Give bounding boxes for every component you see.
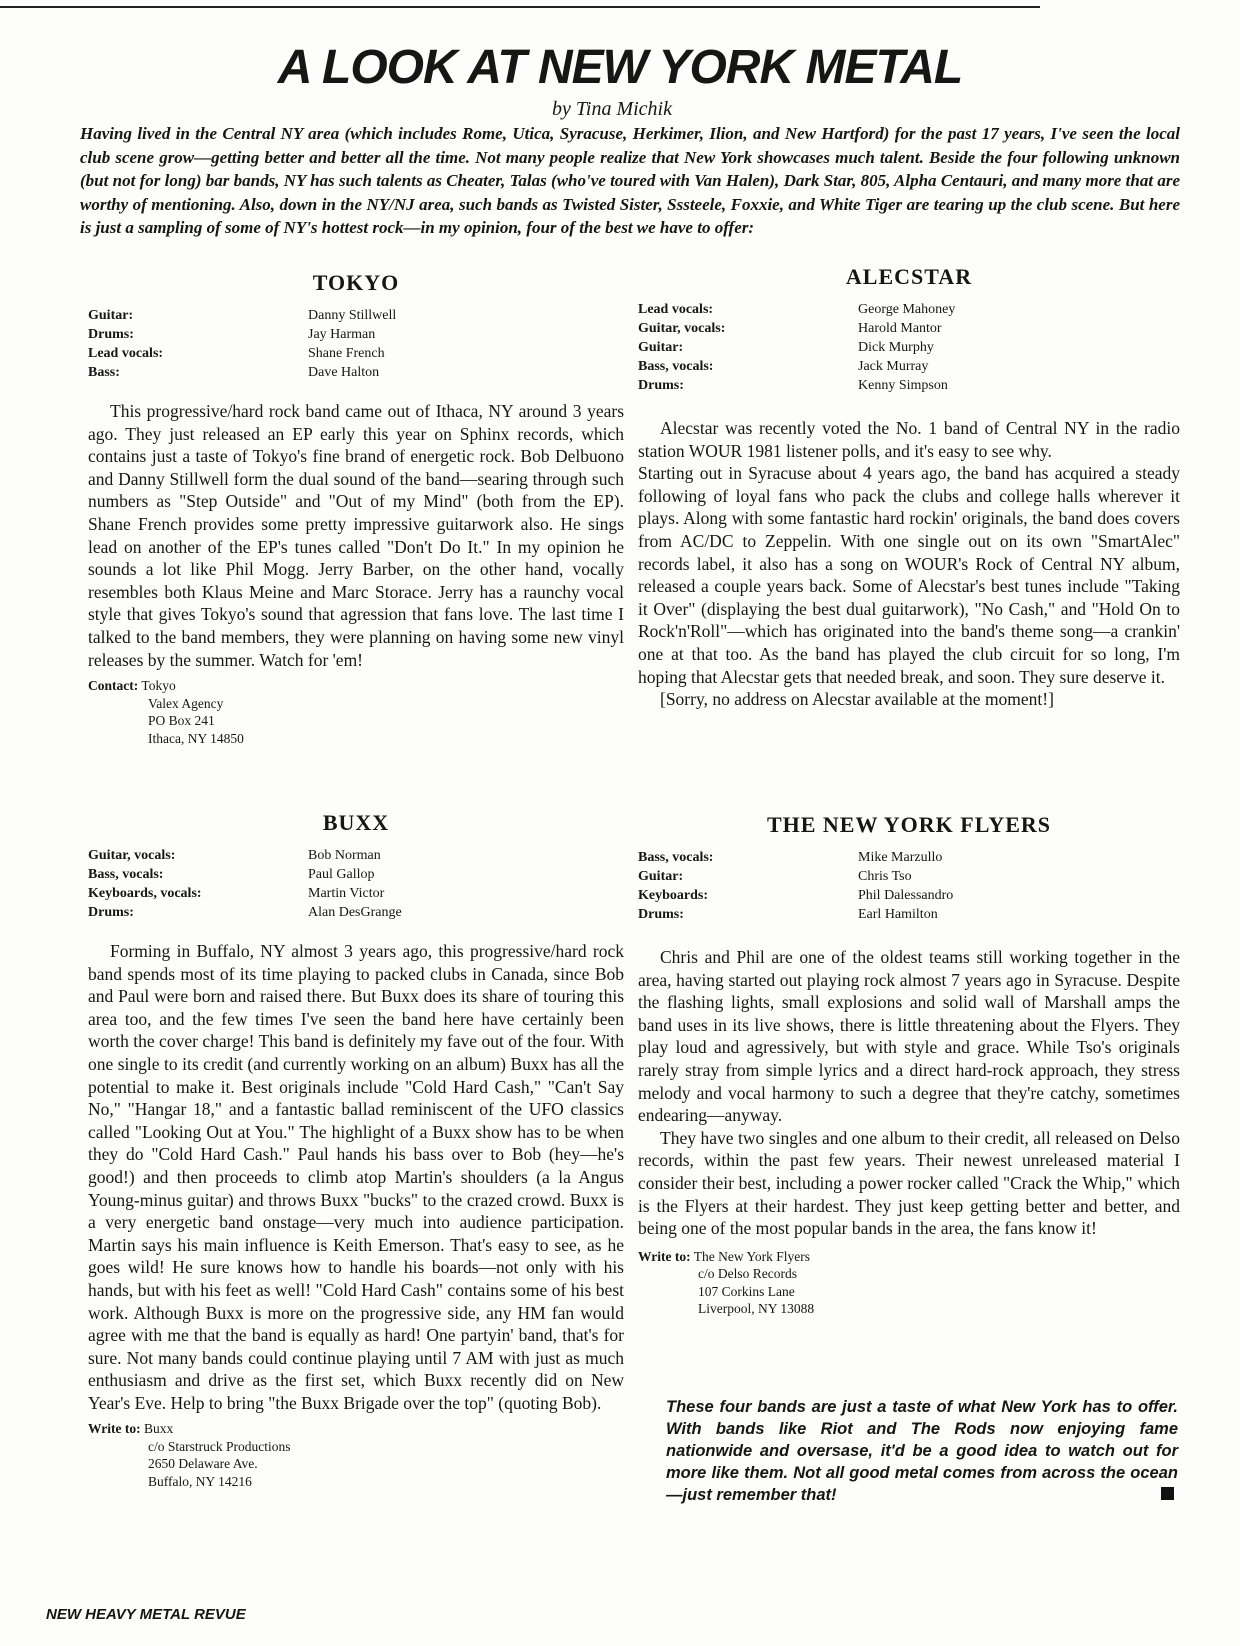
top-rule xyxy=(0,6,1040,8)
lineup-member: Earl Hamilton xyxy=(858,907,938,922)
band-heading-flyers: THE NEW YORK FLYERS xyxy=(766,812,1052,837)
band-heading-tokyo: TOKYO xyxy=(312,270,400,295)
lineup-member: Mike Marzullo xyxy=(858,850,943,865)
byline: by Tina Michik xyxy=(552,98,672,120)
lineup-role: Lead vocals: xyxy=(88,346,164,361)
lineup-member: Alan DesGrange xyxy=(308,905,402,920)
contact-label: Write to: xyxy=(88,1421,141,1437)
contact-line: Tokyo xyxy=(141,678,176,694)
lineup-role: Bass: xyxy=(88,365,120,380)
article-paragraph: Chris and Phil are one of the oldest teams still working together in the area, having started out playing rock almost 7 years ago in Syracuse. Despite the flashing lights, small explosions and solid wall of Marshall amps the band uses in its live shows, there is little threatening about the Flyers. They play loud and agressively, but with style and grace. While Tso's originals rarely stray from simple lyrics and a direct hard-rock approach, they stress melody and vocal harmony to such a degree that they're catchy, sometimes endearing—anyway. xyxy=(638,947,1180,1126)
article-paragraph: Alecstar was recently voted the No. 1 band of Central NY in the radio station WOUR 1981 listener polls, and it's easy to see why. xyxy=(638,418,1180,461)
lineup-role: Guitar: xyxy=(88,308,134,323)
lineup-member: Jack Murray xyxy=(858,359,929,374)
lineup-member: Harold Mantor xyxy=(858,321,942,336)
lineup-member: Jay Harman xyxy=(308,327,376,342)
lineup-member: Danny Stillwell xyxy=(308,308,397,323)
lineup-role: Guitar, vocals: xyxy=(88,848,176,863)
contact-line: Ithaca, NY 14850 xyxy=(148,730,244,746)
article-paragraph: They have two singles and one album to their credit, all released on Delso records, within the past few years. Their newest unreleased material I consider their best, including a power rocker called "Crack the Whip," which is the Flyers at their hardest. They just keep getting better and better, and being one of the most popular bands in the area, the fans know it! xyxy=(638,1127,1180,1239)
contact-line: Liverpool, NY 13088 xyxy=(698,1301,815,1317)
lineup-role: Lead vocals: xyxy=(638,302,714,317)
lineup-role: Bass, vocals: xyxy=(88,867,164,882)
lineup-member: Paul Gallop xyxy=(308,867,375,882)
lineup-role: Drums: xyxy=(88,327,134,342)
tokyo-lineup xyxy=(88,306,624,382)
tokyo-article xyxy=(88,400,624,671)
lineup-member: Kenny Simpson xyxy=(858,378,948,393)
flyers-section xyxy=(638,812,1180,1318)
buxx-contact xyxy=(88,1420,624,1490)
band-heading-buxx: BUXX xyxy=(322,810,390,835)
lineup-member: Dave Halton xyxy=(308,365,380,380)
end-mark-icon xyxy=(1161,1487,1174,1500)
contact-line: 2650 Delaware Ave. xyxy=(148,1456,258,1472)
lineup-member: George Mahoney xyxy=(858,302,956,317)
lineup-member: Shane French xyxy=(308,346,385,361)
tokyo-section xyxy=(88,270,624,747)
contact-line: c/o Starstruck Productions xyxy=(148,1438,291,1454)
buxx-lineup xyxy=(88,846,624,922)
buxx-article xyxy=(88,940,624,1414)
lineup-role: Drums: xyxy=(88,905,134,920)
lineup-member: Martin Victor xyxy=(308,886,385,901)
lineup-role: Bass, vocals: xyxy=(638,359,714,374)
lineup-role: Drums: xyxy=(638,907,684,922)
lineup-role: Keyboards: xyxy=(638,888,708,903)
alecstar-section xyxy=(638,264,1180,711)
lineup-member: Bob Norman xyxy=(308,848,381,863)
lineup-role: Guitar: xyxy=(638,869,684,884)
lineup-role: Keyboards, vocals: xyxy=(88,886,202,901)
publication-footer: NEW HEAVY METAL REVUE xyxy=(46,1606,246,1623)
contact-label: Contact: xyxy=(88,678,139,694)
alecstar-lineup xyxy=(638,300,1180,395)
contact-line: Buxx xyxy=(143,1421,174,1437)
alecstar-article xyxy=(638,417,1180,711)
lineup-member: Phil Dalessandro xyxy=(858,888,954,903)
intro-paragraph: Having lived in the Central NY area (which includes Rome, Utica, Syracuse, Herkimer, Ilion, and New Hartford) for the past 17 years, I've seen the local club scene grow—getting better and better all the time. Not many people realize that New York showcases much talent. Beside the four following unknown (but not for long) bar bands, NY has such talents as Cheater, Talas (who've toured with Van Halen), Dark Star, 805, Alpha Centauri, and many more that are worthy of mentioning. Also, down in the NY/NJ area, such bands as Twisted Sister, Sssteele, Foxxie, and White Tiger are tearing up the club scene. But here is just a sampling of some of NY's hottest rock—in my opinion, four of the best we have to offer: xyxy=(80,124,1180,237)
flyers-article xyxy=(638,946,1180,1240)
lineup-role: Bass, vocals: xyxy=(638,850,714,865)
closing-paragraph xyxy=(666,1396,1178,1506)
page-title: A LOOK AT NEW YORK METAL xyxy=(277,41,963,94)
flyers-lineup xyxy=(638,848,1180,924)
article-paragraph: This progressive/hard rock band came out of Ithaca, NY around 3 years ago. They just released an EP early this year on Sphinx records, which contains just a taste of Tokyo's fine brand of energetic rock. Bob Delbuono and Danny Stillwell form the dual sound of the band—searing through such numbers as "Step Outside" and "Out of my Mind" (both from the EP). Shane French provides some pretty impressive guitarwork also. He sings lead on another of the EP's tunes called "Don't Do It." In my opinion he sounds a lot like Phil Mogg. Jerry Barber, on the other hand, vocally resembles both Klaus Meine and Marc Storace. Jerry has a raunchy vocal style that gives Tokyo's sound that agression that fans love. The last time I talked to the band members, they were planning on having some new vinyl releases by the summer. Watch for 'em! xyxy=(88,401,624,670)
flyers-contact xyxy=(638,1248,1180,1318)
lineup-member: Chris Tso xyxy=(858,869,912,884)
contact-line: The New York Flyers xyxy=(693,1248,810,1264)
closing-text: These four bands are just a taste of what New York has to offer. With bands like Riot and The Rods now enjoying fame nationwide and oversase, it'd be a good idea to watch out for more like them. Not all good metal comes from across the ocean—just remember that! xyxy=(666,1398,1178,1504)
contact-label: Write to: xyxy=(638,1248,691,1264)
article-paragraph: [Sorry, no address on Alecstar available at the moment!] xyxy=(660,689,1054,710)
contact-line: Buffalo, NY 14216 xyxy=(148,1473,252,1489)
band-heading-alecstar: ALECSTAR xyxy=(845,264,973,289)
lineup-role: Drums: xyxy=(638,378,684,393)
lineup-role: Guitar, vocals: xyxy=(638,321,726,336)
contact-line: c/o Delso Records xyxy=(698,1266,797,1282)
lineup-member: Dick Murphy xyxy=(858,340,934,355)
lineup-role: Guitar: xyxy=(638,340,684,355)
contact-line: PO Box 241 xyxy=(148,713,215,729)
contact-line: Valex Agency xyxy=(148,695,224,711)
buxx-section xyxy=(88,810,624,1490)
contact-line: 107 Corkins Lane xyxy=(698,1283,795,1299)
article-paragraph: Starting out in Syracuse about 4 years ago, the band has acquired a steady following of loyal fans who pack the clubs and college halls wherever it plays. Along with some fantastic hard rockin' originals, the band does covers from AC/DC to Zeppelin. With one single out on its own "SmartAlec" records label, it also has a song on WOUR's Rock of Central NY album, released a couple years back. Some of Alecstar's best tunes include "Taking it Over" (displaying the best dual guitarwork), "No Cash," and "Hold On to Rock'n'Roll"—which has originated into the band's theme song—a crankin' one at that too. As the band has played the club circuit for so long, I'm hoping that Alecstar gets that needed break, and soon. They sure deserve it. xyxy=(638,463,1180,687)
article-paragraph: Forming in Buffalo, NY almost 3 years ago, this progressive/hard rock band spends most of its time playing to packed clubs in Canada, since Bob and Paul were born and raised there. But Buxx does its share of touring this area too, and the few times I've seen the band here have certainly been worth the cover charge! This band is definitely my fave out of the four. With one single to its credit (and currently working on an album) Buxx has all the potential to make it. Best originals include "Cold Hard Cash," "Can't Say No," "Hangar 18," and a fantastic ballad reminiscent of the UFO classics called "Looking Out at You." The highlight of a Buxx show has to be when they do "Cold Hard Cash." Paul hands his bass over to Bob (hey—he's good!) and then proceeds to climb atop Martin's shoulders (a la Angus Young-minus guitar) and throws Buxx "bucks" to the crazed crowd. Buxx is a very energetic band onstage—very much into audience participation. Martin says his main influence is Keith Emerson. That's easy to see, as he goes wild! He sure knows how to handle his boards—not only with his hands, but with his feet as well! "Cold Hard Cash" contains some of his best work. Although Buxx is more on the progressive side, any HM fan would agree with me that the band is equally as hard! One partyin' band, that's for sure. Not many bands could continue playing until 7 AM with just as much enthusiasm and drive as the first set, which Buxx recently did on New Year's Eve. Help to bring "the Buxx Brigade over the top" (quoting Bob). xyxy=(88,941,624,1413)
tokyo-contact xyxy=(88,677,624,747)
